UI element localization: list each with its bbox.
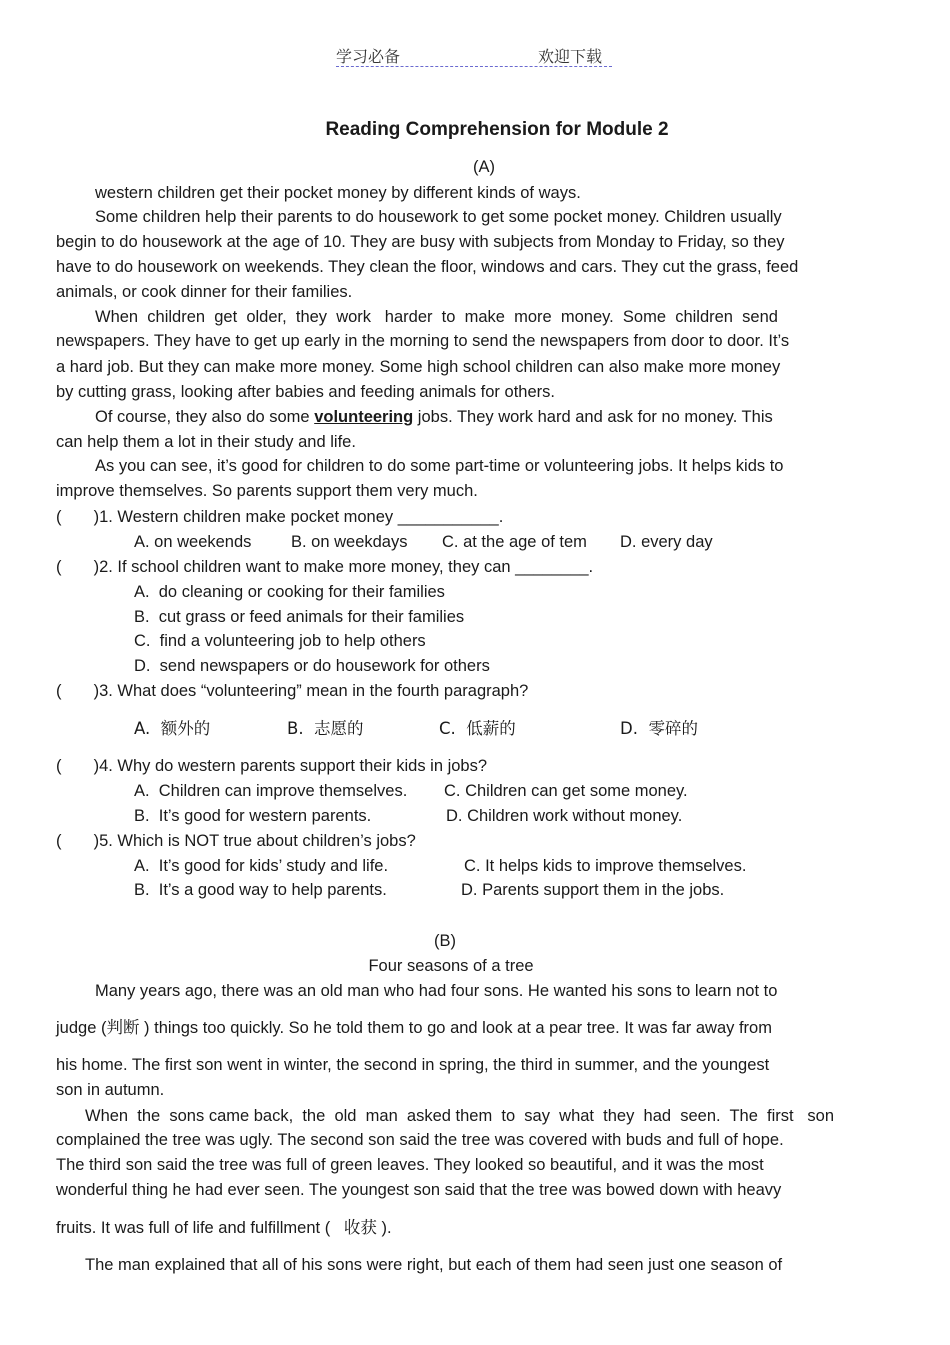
passage-a-p5-line2: improve themselves. So parents support them very much. [56, 482, 478, 500]
question-1-stem: ( )1. Western children make pocket money ___________. [56, 508, 504, 526]
question-2-stem: ( )2. If school children want to make more money, they can ________. [56, 558, 594, 576]
passage-b-line: fruits. It was full of life and fulfillment ( 收获 ). [56, 1219, 392, 1237]
header-right-text: 欢迎下载 [538, 47, 603, 66]
question-2-option-d: D. send newspapers or do housework for others [134, 657, 490, 675]
passage-a-line: Some children help their parents to do housework to get some pocket money. Children usually [95, 208, 782, 226]
passage-a-line: When children get older, they work harder to make more money. Some children send [95, 308, 778, 326]
question-3-stem: ( )3. What does “volunteering” mean in the fourth paragraph? [56, 682, 529, 700]
question-1-option-b: B. on weekdays [291, 533, 408, 551]
question-5-option-b: B. It’s a good way to help parents. [134, 881, 387, 899]
passage-b-title: Four seasons of a tree [368, 957, 534, 975]
question-1-option-d: D. every day [620, 533, 713, 551]
passage-a-p5-line1: As you can see, it’s good for children to do some part-time or volunteering jobs. It helps kids to [95, 457, 784, 475]
passage-b-line: son in autumn. [56, 1081, 165, 1099]
passage-b-line: When the sons came back, the old man asked them to say what they had seen. The first son [85, 1107, 834, 1125]
question-5-stem: ( )5. Which is NOT true about children’s jobs? [56, 832, 416, 850]
p4-text-after: jobs. They work hard and ask for no money. This [413, 408, 773, 426]
passage-a-line: by cutting grass, looking after babies and feeding animals for others. [56, 383, 555, 401]
passage-b-line: The man explained that all of his sons were right, but each of them had seen just one season of [85, 1256, 783, 1274]
question-4-option-b: B. It’s good for western parents. [134, 807, 372, 825]
question-3-option-d: D. 零碎的 [620, 719, 698, 738]
passage-a-line: western children get their pocket money by different kinds of ways. [95, 184, 581, 202]
passage-a-line: newspapers. They have to get up early in the morning to send the newspapers from door to door. It’s [56, 332, 790, 350]
question-1-option-a: A. on weekends [134, 533, 252, 551]
page-title: Reading Comprehension for Module 2 [325, 119, 669, 140]
passage-a-p4-line1 [95, 407, 773, 427]
question-3-option-c: C. 低薪的 [439, 719, 516, 738]
page-header [336, 44, 612, 67]
question-4-option-c: C. Children can get some money. [444, 782, 688, 800]
passage-a-line: begin to do housework at the age of 10. They are busy with subjects from Monday to Friday, so they [56, 233, 785, 251]
question-1-option-c: C. at the age of tem [442, 533, 587, 551]
question-4-stem: ( )4. Why do western parents support their kids in jobs? [56, 757, 488, 775]
passage-b-line: wonderful thing he had ever seen. The youngest son said that the tree was bowed down with heavy [56, 1181, 782, 1199]
question-5-option-d: D. Parents support them in the jobs. [461, 881, 725, 899]
passage-a-line: a hard job. But they can make more money. Some high school children can also make more money [56, 358, 781, 376]
p4-text-before: Of course, they also do some [95, 408, 315, 426]
header-left-text: 学习必备 [336, 47, 401, 66]
passage-b-line: complained the tree was ugly. The second son said the tree was covered with buds and full of hope. [56, 1131, 784, 1149]
passage-b-label: (B) [434, 932, 456, 950]
question-5-option-c: C. It helps kids to improve themselves. [464, 857, 747, 875]
passage-a-line: animals, or cook dinner for their families. [56, 283, 353, 301]
passage-a-line: have to do housework on weekends. They clean the floor, windows and cars. They cut the grass, feed [56, 258, 799, 276]
passage-b-line: judge (判断 ) things too quickly. So he told them to go and look at a pear tree. It was far away from [56, 1019, 772, 1037]
passage-b-line: his home. The first son went in winter, the second in spring, the third in summer, and the youngest [56, 1056, 770, 1074]
question-3-option-b: B. 志愿的 [287, 719, 364, 738]
passage-a-label: (A) [473, 158, 495, 176]
question-3-option-a: A. 额外的 [134, 719, 211, 738]
question-4-option-d: D. Children work without money. [446, 807, 683, 825]
question-2-option-a: A. do cleaning or cooking for their families [134, 583, 445, 601]
question-2-option-b: B. cut grass or feed animals for their families [134, 608, 465, 626]
passage-b-line: Many years ago, there was an old man who had four sons. He wanted his sons to learn not to [95, 982, 778, 1000]
question-4-option-a: A. Children can improve themselves. [134, 782, 408, 800]
question-2-option-c: C. find a volunteering job to help others [134, 632, 426, 650]
passage-a-p4-line2: can help them a lot in their study and life. [56, 433, 356, 451]
question-5-option-a: A. It’s good for kids’ study and life. [134, 857, 389, 875]
volunteering-word: volunteering [314, 408, 414, 426]
passage-b-line: The third son said the tree was full of green leaves. They looked so beautiful, and it was the most [56, 1156, 764, 1174]
